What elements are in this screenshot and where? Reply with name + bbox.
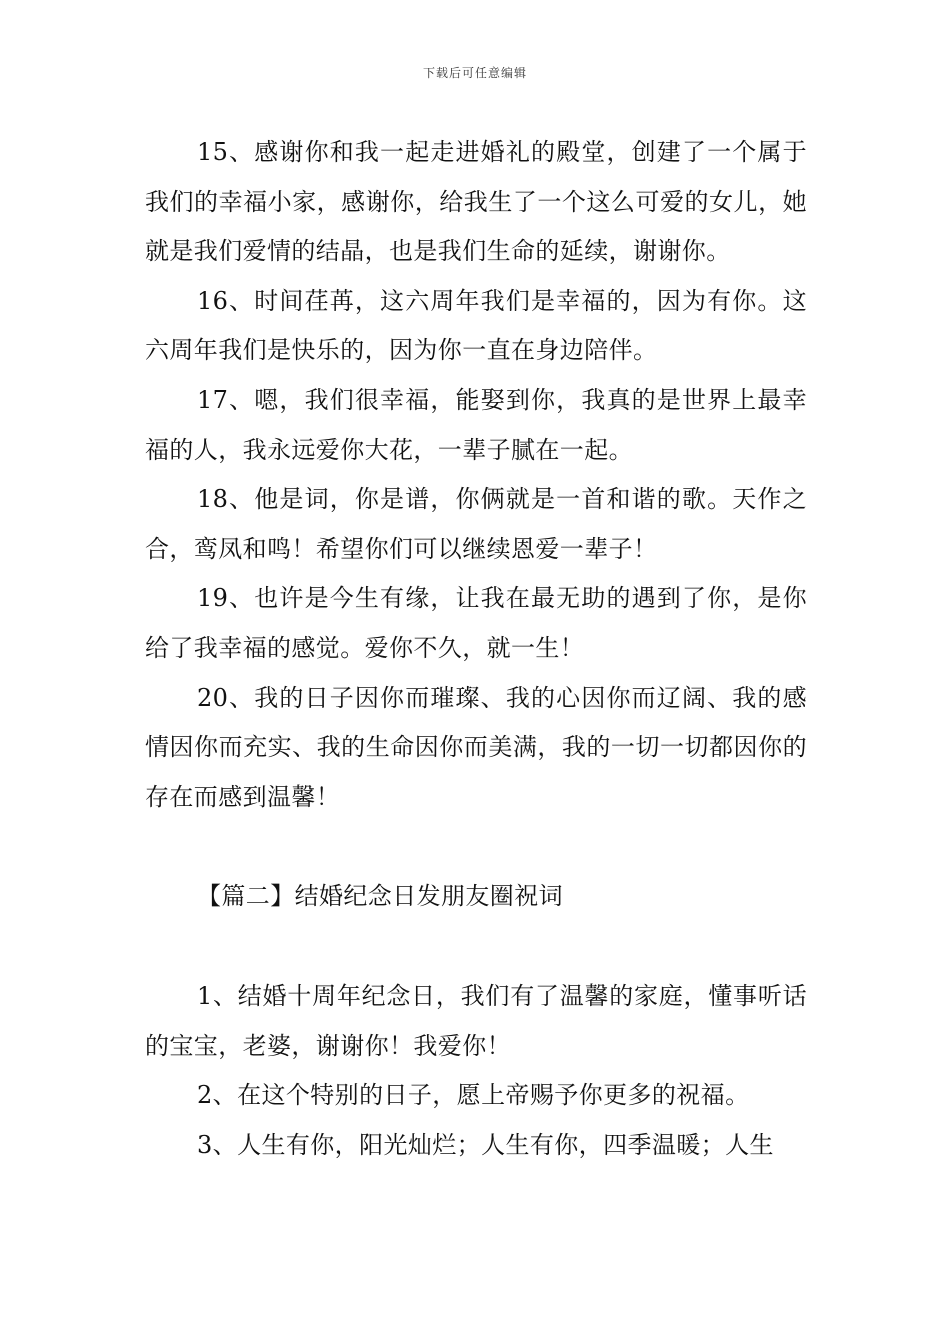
document-body (145, 128, 807, 1170)
paragraph-2: 2、在这个特别的日子，愿上帝赐予你更多的祝福。 (197, 1081, 750, 1110)
paragraph-17: 17、嗯，我们很幸福，能娶到你，我真的是世界上最幸福的人，我永远爱你大花，一辈子腻在一起。 (145, 385, 807, 464)
paragraph-20: 20、我的日子因你而璀璨、我的心因你而辽阔、我的感情因你而充实、我的生命因你而美满，我的一切一切都因你的存在而感到温馨！ (145, 683, 807, 811)
section-heading: 【篇二】结婚纪念日发朋友圈祝词 (197, 882, 563, 911)
paragraph-3: 3、人生有你，阳光灿烂；人生有你，四季温暖；人生 (197, 1130, 774, 1159)
paragraph-1: 1、结婚十周年纪念日，我们有了温馨的家庭，懂事听话的宝宝，老婆，谢谢你！我爱你！ (145, 981, 807, 1060)
page-header-note: 下载后可任意编辑 (422, 66, 527, 80)
paragraph-16: 16、时间荏苒，这六周年我们是幸福的，因为有你。这六周年我们是快乐的，因为你一直在身边陪伴。 (145, 286, 807, 365)
paragraph-18: 18、他是词，你是谱，你俩就是一首和谐的歌。天作之合，鸾凤和鸣！希望你们可以继续恩爱一辈子！ (145, 485, 807, 563)
paragraph-19: 19、也许是今生有缘，让我在最无助的遇到了你，是你给了我幸福的感觉。爱你不久，就一生！ (145, 584, 807, 662)
paragraph-15: 15、感谢你和我一起走进婚礼的殿堂，创建了一个属于我们的幸福小家，感谢你，给我生了一个这么可爱的女儿，她就是我们爱情的结晶，也是我们生命的延续，谢谢你。 (145, 138, 807, 266)
